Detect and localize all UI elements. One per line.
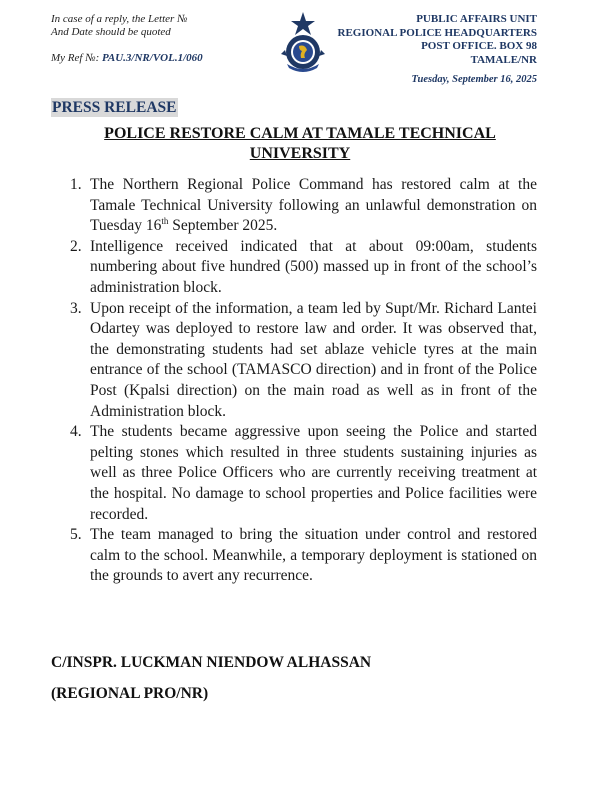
letterhead-hq: REGIONAL POLICE HEADQUARTERS <box>337 26 537 39</box>
item-text: Upon receipt of the information, a team led by Supt/Mr. Richard Lantei Odartey was deployed to restore law and order. It was observed that, the demonstrating students had set ablaze vehicle tyres at the main entrance of the school (TAMASCO direction) and in front of the Police Post (Kpalsi direction) on the main road as well as in front of the Administration block. <box>90 299 537 420</box>
item-text <box>90 175 537 237</box>
letterhead-unit: PUBLIC AFFAIRS UNIT <box>416 13 537 25</box>
item-number: 5. <box>70 526 82 544</box>
signatory-role: (REGIONAL PRO/NR) <box>51 685 209 702</box>
signatory-name: C/INSPR. LUCKMAN NIENDOW ALHASSAN <box>51 654 372 671</box>
press-release-label: PRESS RELEASE <box>52 99 177 116</box>
item-text-end: September 2025. <box>168 217 278 235</box>
reference-value: PAU.3/NR/VOL.1/060 <box>102 52 203 64</box>
press-release-body <box>70 175 537 587</box>
item-text: Intelligence received indicated that at about 09:00am, students numbering about five hundred (500) massed up in front of the school’s administration block. <box>90 237 537 296</box>
document-title: POLICE RESTORE CALM AT TAMALE TECHNICAL UNIVERSITY <box>104 125 496 162</box>
item-number: 2. <box>70 237 82 255</box>
letterhead-box: POST OFFICE. BOX 98 <box>421 40 537 52</box>
item-text-superscript: th <box>161 216 169 227</box>
ghana-police-crest-icon <box>281 10 325 76</box>
item-number: 1. <box>70 176 82 193</box>
list-item <box>70 422 537 525</box>
reply-instructions <box>51 13 203 65</box>
item-text: The students became aggressive upon seeing the Police and started pelting stones which resulted in three students sustaining injuries as well as three Police Officers who are currently receiving treatment at the hospital. No damage to school properties and Police facilities were recorded. <box>90 423 537 523</box>
letter-date: Tuesday, September 16, 2025 <box>411 74 537 85</box>
item-text-main: The Northern Regional Police Command has restored calm at the Tamale Technical University following an unlawful demonstration on Tuesday 16 <box>90 176 537 235</box>
item-number: 3. <box>70 299 82 317</box>
list-item <box>70 237 537 299</box>
reference-label: My Ref №: <box>51 52 102 64</box>
item-number: 4. <box>70 423 82 441</box>
list-item <box>70 175 537 237</box>
item-text: The team managed to bring the situation under control and restored calm to the school. Meanwhile, a temporary deployment is stationed on the grounds to avert any recurrence. <box>90 526 537 585</box>
reply-note-line1: In case of a reply, the Letter № <box>51 13 188 25</box>
reply-note-line2: And Date should be quoted <box>51 26 171 38</box>
letterhead-city: TAMALE/NR <box>470 53 537 66</box>
list-item <box>70 299 537 423</box>
letterhead-address <box>338 13 537 67</box>
reference-number <box>51 52 203 65</box>
list-item <box>70 525 537 587</box>
